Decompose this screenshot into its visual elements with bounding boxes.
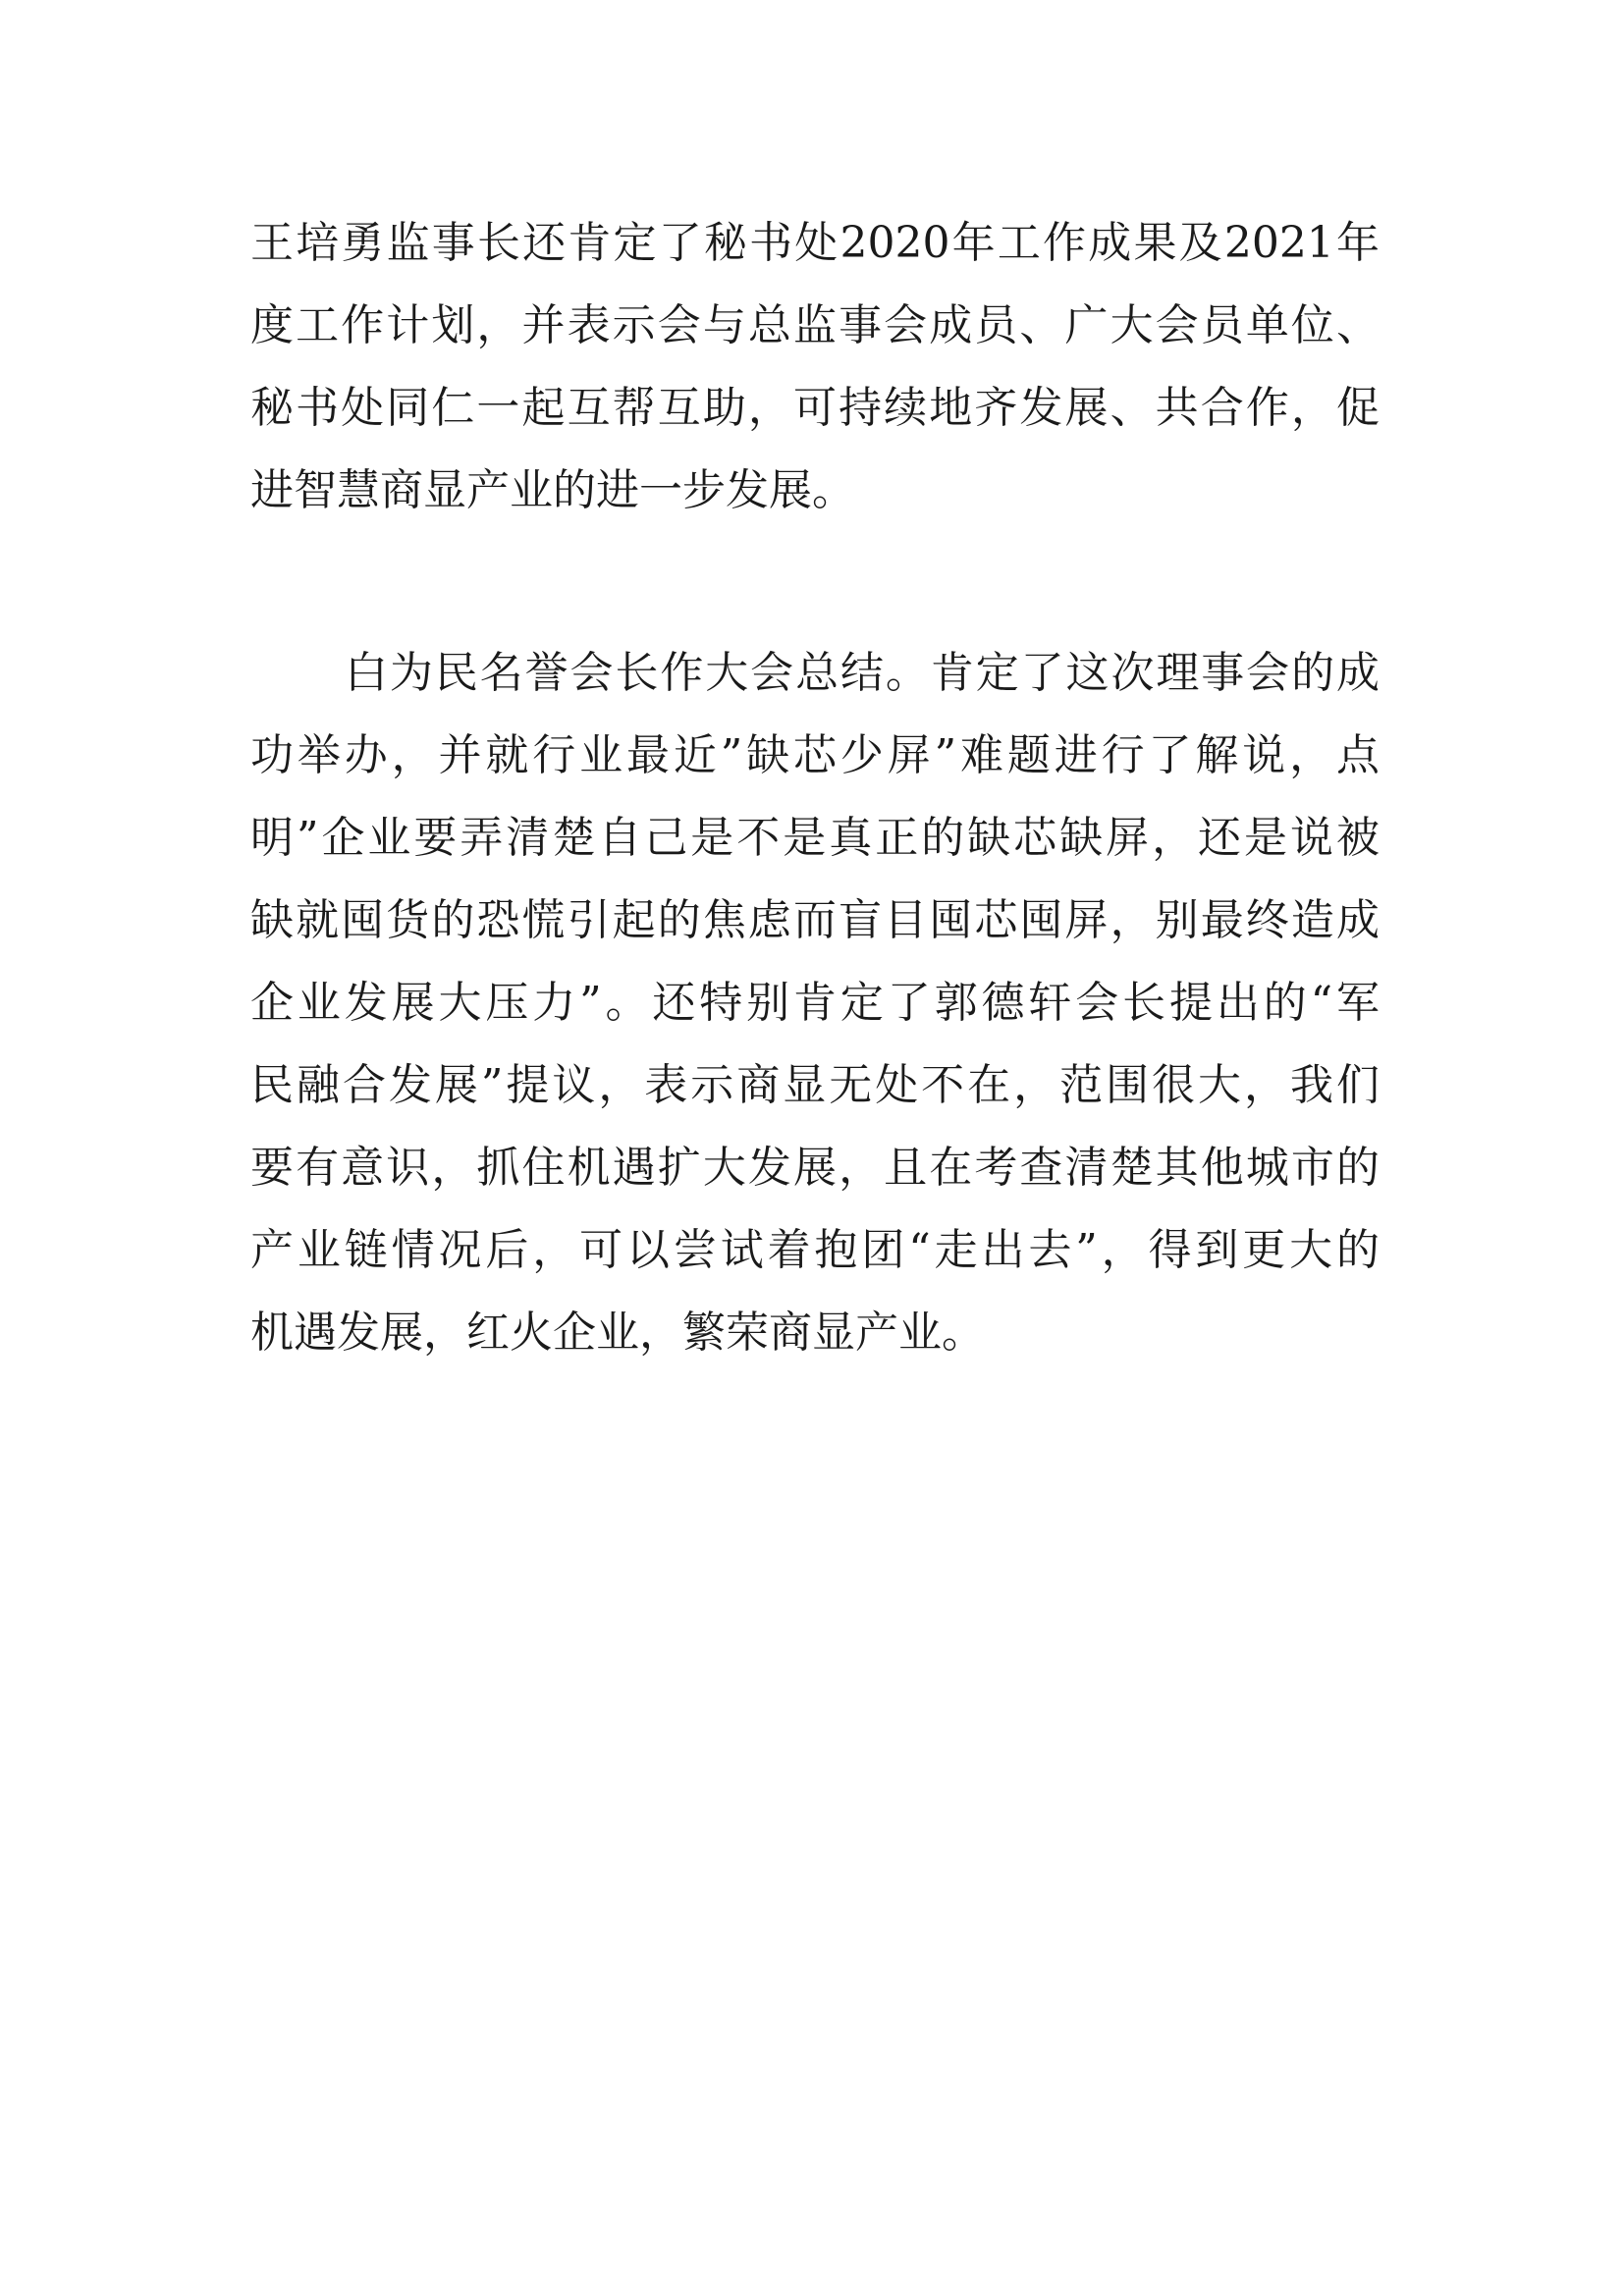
- paragraph-line: 缺就囤货的恐慌引起的焦虑而盲目囤芯囤屏，别最终造成: [250, 895, 1380, 945]
- paragraph-line: 企业发展大压力”。还特别肯定了郭德轩会长提出的“军: [250, 978, 1380, 1028]
- paragraph-line: 进智慧商显产业的进一步发展。: [250, 465, 855, 515]
- paragraph-line: 度工作计划，并表示会与总监事会成员、广大会员单位、: [250, 300, 1380, 350]
- paragraph-supervisor-remarks: [250, 202, 1380, 532]
- paragraph-president-summary: [250, 632, 1380, 1374]
- paragraph-line: 机遇发展，红火企业，繁荣商显产业。: [250, 1308, 985, 1358]
- paragraph-line: 要有意识，抓住机遇扩大发展，且在考查清楚其他城市的: [250, 1143, 1380, 1193]
- paragraph-line: 产业链情况后，可以尝试着抱团“走出去”，得到更大的: [250, 1225, 1380, 1275]
- paragraph-line: 民融合发展”提议，表示商显无处不在，范围很大，我们: [250, 1060, 1380, 1110]
- paragraph-line: 明”企业要弄清楚自己是不是真正的缺芯缺屏，还是说被: [250, 813, 1380, 863]
- paragraph-line: 秘书处同仁一起互帮互助，可持续地齐发展、共合作，促: [250, 383, 1380, 433]
- paragraph-line: 白为民名誉会长作大会总结。肯定了这次理事会的成: [345, 648, 1380, 698]
- paragraph-line: 王培勇监事长还肯定了秘书处2020年工作成果及2021年: [250, 218, 1380, 268]
- paragraph-line: 功举办，并就行业最近”缺芯少屏”难题进行了解说，点: [250, 730, 1380, 780]
